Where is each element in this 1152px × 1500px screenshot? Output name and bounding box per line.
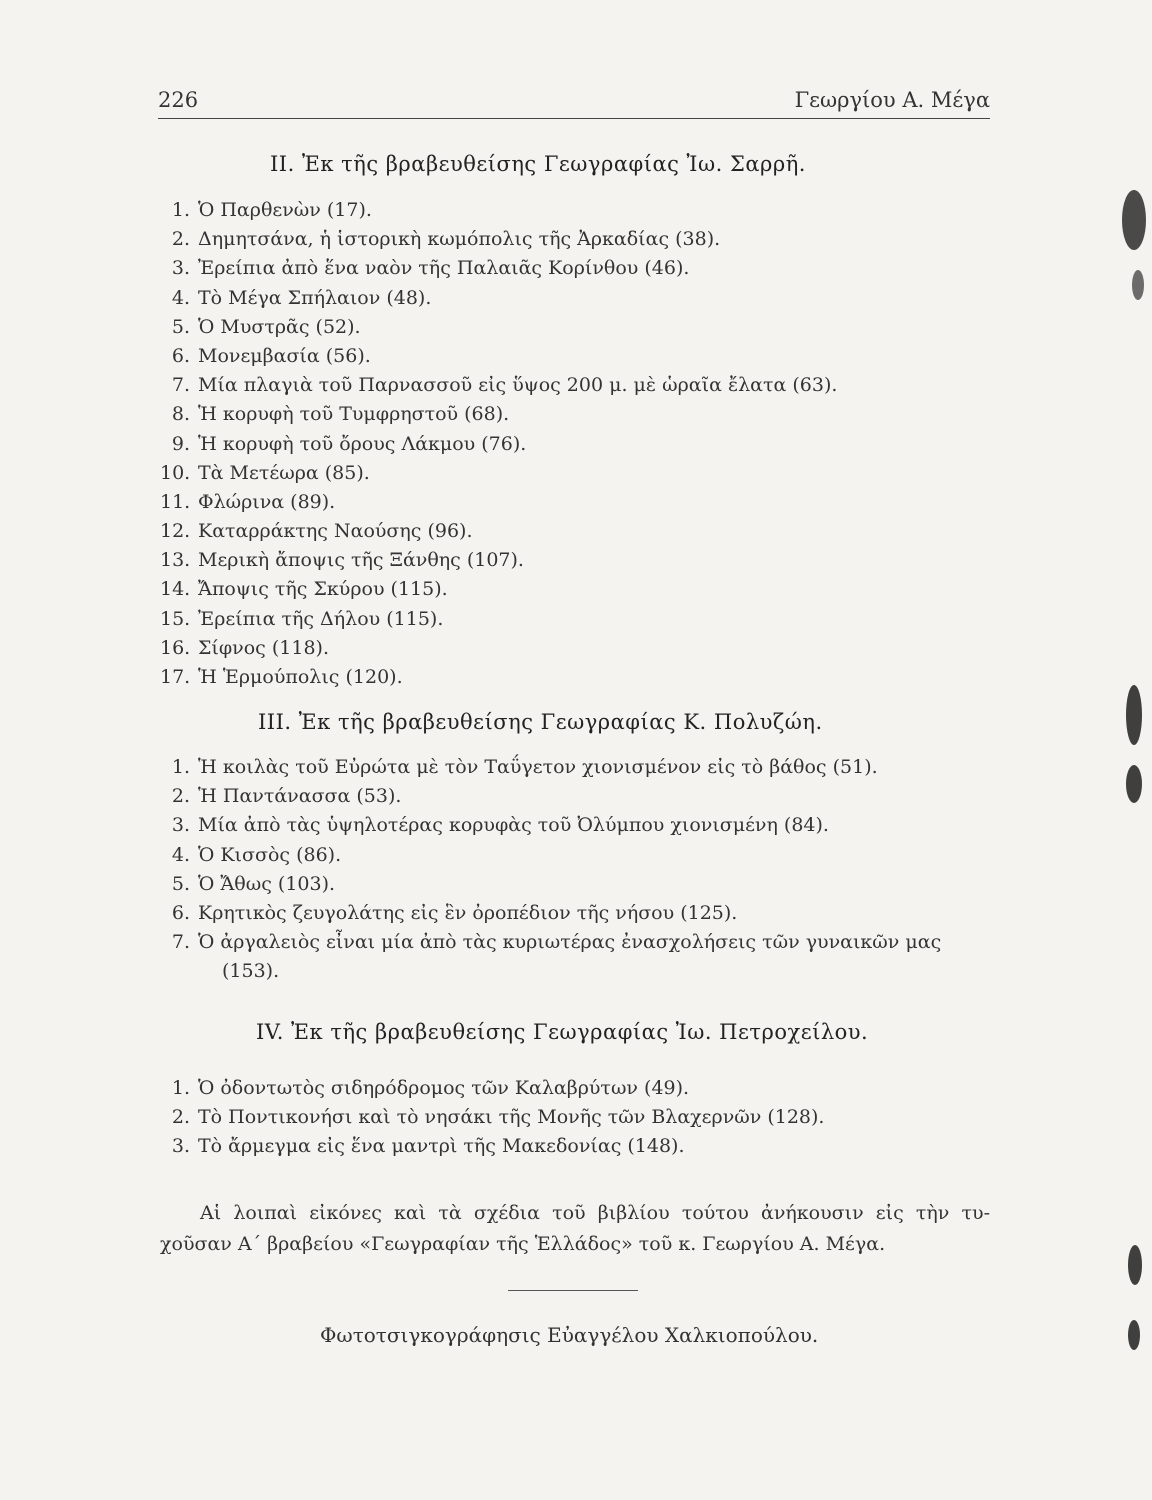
list-item: 1. Ὁ ὀδοντωτὸς σιδηρόδρομος τῶν Καλαβρύτων (49). [171,1077,690,1099]
list-item: 4. Ὁ Κισσὸς (86). [171,843,342,866]
note-line-1: Αἱ λοιπαὶ εἰκόνες καὶ τὰ σχέδια τοῦ βιβλίου τούτου ἀνήκουσιν εἰς τὴν τυ- [200,1202,990,1224]
list-item: 8. Ἡ κορυφὴ τοῦ Τυμφρηστοῦ (68). [171,403,510,426]
scan-artifact [1126,765,1142,803]
section-iv-list [160,1074,824,1162]
running-title: Γεωργίου Α. Μέγα [794,88,990,112]
list-item: 1. Ὁ Παρθενὼν (17). [171,199,372,221]
list-item: 14. Ἄποψις τῆς Σκύρου (115). [160,578,448,601]
separator-rule [508,1290,638,1291]
list-item: 3. Τὸ ἄρμεγμα εἰς ἕνα μαντρὶ τῆς Μακεδονίας (148). [171,1135,685,1158]
list-item: 6. Μονεμβασία (56). [171,344,371,367]
section-title-iii: ΙΙΙ. Ἐκ τῆς βραβευθείσης Γεωγραφίας Κ. Πολυζώη. [258,710,823,734]
section-ii-list [160,196,837,692]
list-item: 2. Τὸ Ποντικονήσι καὶ τὸ νησάκι τῆς Μονῆς τῶν Βλαχερνῶν (128). [171,1106,825,1129]
list-item: 6. Κρητικὸς ζευγολάτης εἰς ἓν ὀροπέδιον τῆς νήσου (125). [171,901,738,924]
list-item: 3. Μία ἀπὸ τὰς ὑψηλοτέρας κορυφὰς τοῦ Ὀλύμπου χιονισμένη (84). [171,814,829,837]
list-item: 1. Ἡ κοιλὰς τοῦ Εὐρώτα μὲ τὸν Ταΰγετον χιονισμένον εἰς τὸ βάθος (51). [171,756,878,778]
page-header [158,88,990,118]
section-iii-list [160,753,941,987]
closing-note [160,1198,990,1260]
scan-artifact [1132,270,1144,300]
list-item: 9. Ἡ κορυφὴ τοῦ ὄρους Λάκμου (76). [171,432,527,455]
list-item: 7. Μία πλαγιὰ τοῦ Παρνασσοῦ εἰς ὕψος 200 μ. μὲ ὡραῖα ἔλατα (63). [171,374,838,397]
scan-artifact [1126,685,1142,745]
list-item: 4. Τὸ Μέγα Σπήλαιον (48). [171,286,432,309]
page-number: 226 [158,88,199,112]
list-item: 13. Μερικὴ ἄποψις τῆς Ξάνθης (107). [160,549,524,572]
printer-credit: Φωτοτσιγκογράφησις Εὐαγγέλου Χαλκιοπούλου. [320,1323,819,1347]
section-title-ii: ΙΙ. Ἐκ τῆς βραβευθείσης Γεωγραφίας Ἰω. Σαρρῆ. [270,152,806,176]
list-item: 2. Ἡ Παντάνασσα (53). [171,785,402,808]
header-rule [158,118,990,119]
scan-artifact [1122,190,1146,250]
list-item: 7. Ὁ ἀργαλειὸς εἶναι μία ἀπὸ τὰς κυριωτέρας ἐνασχολήσεις τῶν γυναικῶν μας (153). [171,931,942,983]
list-item: 15. Ἐρείπια τῆς Δήλου (115). [160,607,444,630]
list-item: 5. Ὁ Ἄθως (103). [171,872,336,895]
scan-artifact [1128,1320,1140,1350]
list-item: 16. Σίφνος (118). [160,636,329,659]
list-item: 11. Φλώρινα (89). [160,490,336,513]
section-title-iv: ΙV. Ἐκ τῆς βραβευθείσης Γεωγραφίας Ἰω. Πετροχείλου. [256,1020,869,1044]
scan-artifact [1128,1245,1142,1285]
note-line-2: χοῦσαν Α΄ βραβείου «Γεωγραφίαν τῆς Ἑλλάδος» τοῦ κ. Γεωργίου Α. Μέγα. [160,1233,886,1255]
list-item: 2. Δημητσάνα, ἡ ἱστορικὴ κωμόπολις τῆς Ἀρκαδίας (38). [171,228,721,251]
list-item: 5. Ὁ Μυστρᾶς (52). [171,315,361,338]
list-item: 3. Ἐρείπια ἀπὸ ἕνα ναὸν τῆς Παλαιᾶς Κορίνθου (46). [171,257,690,280]
list-item: 12. Καταρράκτης Ναούσης (96). [160,520,473,543]
list-item: 10. Τὰ Μετέωρα (85). [160,461,370,484]
list-item: 17. Ἡ Ἑρμούπολις (120). [160,666,403,688]
